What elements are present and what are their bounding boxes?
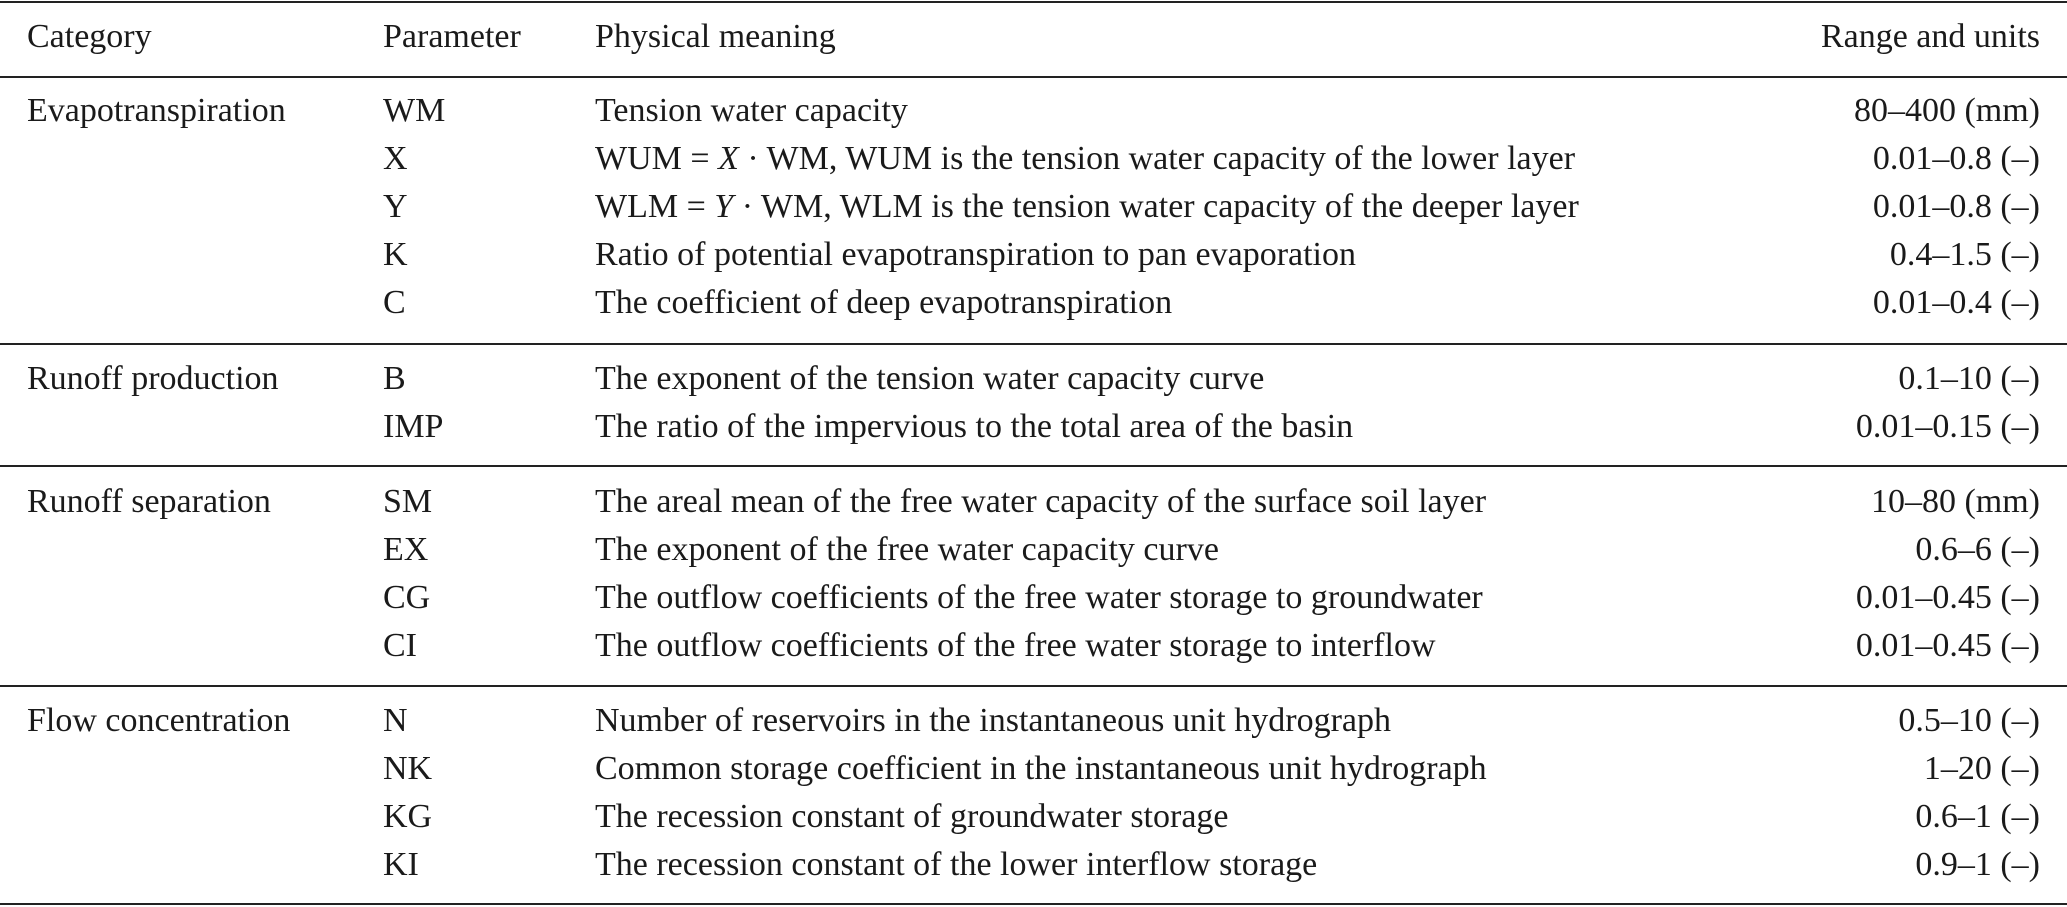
range-cell: 1–20 (–) — [1923, 750, 2040, 787]
parameter-cell: KI — [383, 846, 419, 883]
meaning-cell: The recession constant of the lower interflow storage — [595, 846, 1318, 883]
table-header-row — [0, 13, 2067, 61]
range-cell: 0.01–0.8 (–) — [1872, 188, 2040, 225]
category-cell: Flow concentration — [27, 702, 291, 739]
table-row — [0, 183, 2067, 231]
header-category: Category — [27, 18, 152, 55]
range-cell: 0.01–0.4 (–) — [1872, 284, 2040, 321]
range-cell: 0.1–10 (–) — [1898, 360, 2040, 397]
range-cell: 0.01–0.45 (–) — [1855, 579, 2040, 616]
header-physical-meaning: Physical meaning — [595, 18, 836, 55]
parameter-cell: B — [383, 360, 406, 397]
parameter-cell: K — [383, 236, 408, 273]
meaning-cell: Number of reservoirs in the instantaneous unit hydrograph — [595, 702, 1391, 739]
group-divider — [0, 465, 2067, 467]
parameter-cell: C — [383, 284, 406, 321]
meaning-cell: The ratio of the impervious to the total area of the basin — [595, 408, 1354, 445]
range-cell: 0.4–1.5 (–) — [1889, 236, 2040, 273]
range-cell: 0.5–10 (–) — [1898, 702, 2040, 739]
group-divider — [0, 343, 2067, 345]
range-cell: 0.01–0.45 (–) — [1855, 627, 2040, 664]
group-divider — [0, 685, 2067, 687]
range-cell: 0.6–6 (–) — [1915, 531, 2040, 568]
meaning-cell: The recession constant of groundwater storage — [595, 798, 1229, 835]
table-row — [0, 87, 2067, 135]
range-cell: 0.9–1 (–) — [1915, 846, 2040, 883]
table-row — [0, 279, 2067, 327]
parameter-cell: KG — [383, 798, 433, 835]
parameter-cell: EX — [383, 531, 429, 568]
parameter-cell: CG — [383, 579, 431, 616]
meaning-cell: Ratio of potential evapotranspiration to pan evaporation — [595, 236, 1356, 273]
meaning-cell: Tension water capacity — [595, 92, 908, 129]
table-row — [0, 231, 2067, 279]
table-top-rule — [0, 1, 2067, 3]
category-cell: Evapotranspiration — [27, 92, 286, 129]
parameter-cell: WM — [383, 92, 446, 129]
table-row — [0, 745, 2067, 793]
meaning-cell: The coefficient of deep evapotranspiration — [595, 284, 1173, 321]
table-row — [0, 526, 2067, 574]
table-row — [0, 622, 2067, 670]
header-rule — [0, 76, 2067, 78]
table-row — [0, 793, 2067, 841]
meaning-cell: The exponent of the free water capacity curve — [595, 531, 1219, 568]
range-cell: 80–400 (mm) — [1853, 92, 2040, 129]
table-bottom-rule — [0, 903, 2067, 905]
meaning-text: · WM, WLM is the tension water capacity of the deeper layer — [733, 188, 1579, 225]
range-cell: 0.01–0.15 (–) — [1855, 408, 2040, 445]
math-variable: X — [718, 140, 739, 177]
range-cell: 10–80 (mm) — [1870, 483, 2040, 520]
meaning-cell — [595, 183, 1579, 231]
meaning-text: · WM, WUM is the tension water capacity of the lower layer — [738, 140, 1576, 177]
meaning-cell: The outflow coefficients of the free water storage to interflow — [595, 627, 1436, 664]
table-row — [0, 135, 2067, 183]
table-row — [0, 403, 2067, 451]
range-cell: 0.6–1 (–) — [1915, 798, 2040, 835]
meaning-cell: Common storage coefficient in the instantaneous unit hydrograph — [595, 750, 1487, 787]
category-cell: Runoff separation — [27, 483, 271, 520]
parameter-cell: SM — [383, 483, 433, 520]
math-variable: Y — [714, 188, 734, 225]
range-cell: 0.01–0.8 (–) — [1872, 140, 2040, 177]
table-row — [0, 697, 2067, 745]
parameter-cell: Y — [383, 188, 408, 225]
meaning-cell: The areal mean of the free water capacity of the surface soil layer — [595, 483, 1487, 520]
table-row — [0, 574, 2067, 622]
parameter-cell: X — [383, 140, 408, 177]
meaning-cell: The exponent of the tension water capacity curve — [595, 360, 1265, 397]
parameter-cell: IMP — [383, 408, 444, 445]
parameter-cell: NK — [383, 750, 433, 787]
meaning-cell: The outflow coefficients of the free water storage to groundwater — [595, 579, 1483, 616]
category-cell: Runoff production — [27, 360, 279, 397]
parameter-cell: CI — [383, 627, 417, 664]
meaning-cell — [595, 135, 1575, 183]
header-range-units: Range and units — [1820, 18, 2040, 55]
table-row — [0, 478, 2067, 526]
parameter-cell: N — [383, 702, 408, 739]
meaning-text: WUM = — [595, 140, 719, 177]
header-parameter: Parameter — [383, 18, 521, 55]
meaning-text: WLM = — [595, 188, 715, 225]
table-row — [0, 355, 2067, 403]
table-row — [0, 841, 2067, 889]
